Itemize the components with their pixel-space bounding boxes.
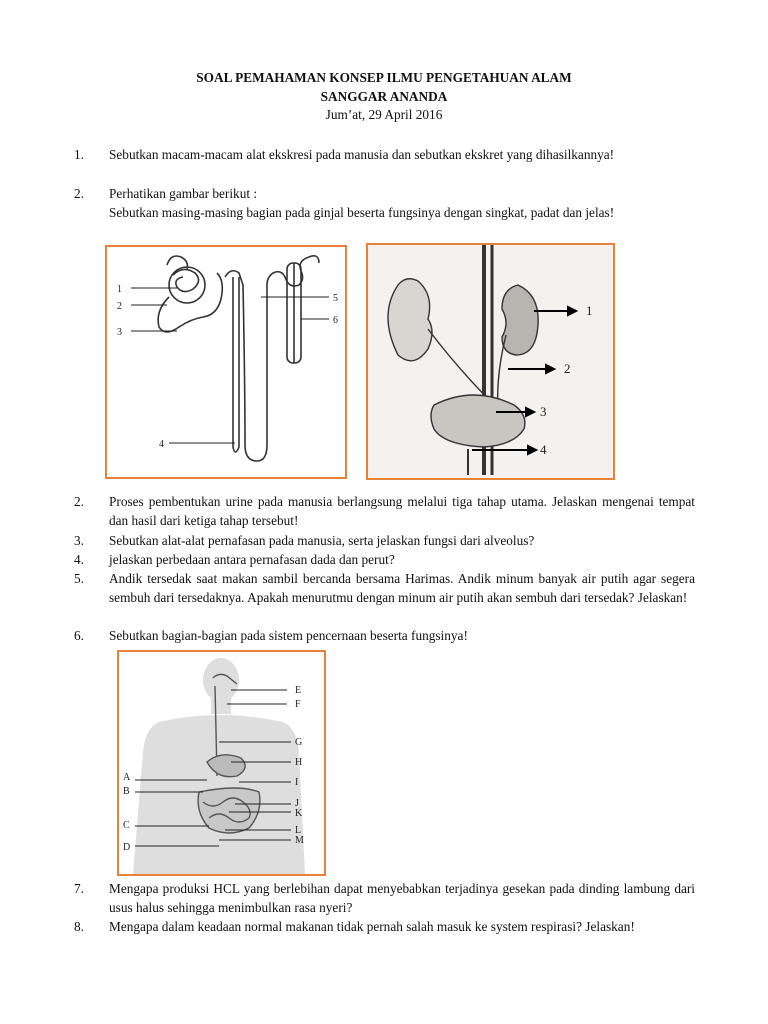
nephron-label-3: 3 — [117, 327, 122, 338]
question-4 — [74, 551, 694, 571]
digestive-label-H: H — [295, 757, 303, 768]
question-number: 8. — [74, 919, 84, 934]
nephron-label-1: 1 — [117, 284, 122, 295]
question-text: Sebutkan bagian-bagian pada sistem pencernaan beserta fungsinya! — [109, 628, 468, 643]
page-date: Jum’at, 29 April 2016 — [325, 107, 443, 122]
kidney-label-1: 1 — [586, 303, 593, 318]
question-text: Mengapa dalam keadaan normal makanan tidak pernah salah masuk ke system respirasi? Jelaskan! — [109, 919, 635, 934]
digestive-label-M: M — [295, 835, 304, 846]
kidney-label-3: 3 — [540, 404, 547, 419]
question-6 — [74, 627, 694, 647]
question-number: 7. — [74, 881, 84, 896]
question-number: 6. — [74, 628, 84, 643]
question-number: 1. — [74, 147, 84, 162]
question-text: Sebutkan macam-macam alat ekskresi pada manusia dan sebutkan ekskret yang dihasilkannya! — [109, 147, 615, 162]
question-number: 2. — [74, 186, 84, 201]
question-text — [109, 185, 695, 222]
digestive-label-C: C — [123, 820, 130, 831]
kidney-figure — [366, 243, 615, 480]
kidney-label-4: 4 — [540, 442, 547, 457]
urinary-system-diagram — [368, 245, 613, 478]
kidney-label-2: 2 — [564, 361, 571, 376]
digestive-label-J: J — [295, 798, 299, 809]
nephron-label-5: 5 — [333, 293, 338, 304]
question-2a — [74, 185, 694, 241]
question-text: Mengapa produksi HCL yang berlebihan dapat menyebabkan terjadinya gesekan pada dinding lambung dari usus halus sehingga menimbulkan rasa nyeri? — [109, 881, 695, 915]
question-5 — [74, 570, 694, 628]
question-2b — [74, 493, 694, 533]
digestive-label-I: I — [295, 777, 299, 788]
question-text: Andik tersedak saat makan sambil bercanda bersama Harimas. Andik minum banyak air putih agar segera sembuh dari tersedaknya. Apakah menurutmu dengan minum air putih akan sembuh dari tersedak? Jelaskan! — [109, 571, 695, 605]
question-number: 4. — [74, 552, 84, 567]
page-title: SOAL PEMAHAMAN KONSEP ILMU PENGETAHUAN ALAM — [196, 70, 572, 85]
nephron-label-4: 4 — [159, 439, 164, 450]
question-3 — [74, 532, 694, 552]
question-number: 3. — [74, 533, 84, 548]
digestive-label-E: E — [295, 685, 302, 696]
digestive-label-F: F — [295, 699, 301, 710]
digestive-label-L: L — [295, 825, 302, 836]
nephron-diagram — [107, 247, 345, 477]
question-text: Proses pembentukan urine pada manusia berlangsung melalui tiga tahap utama. Jelaskan mengenai tempat dan hasil dari ketiga tahap tersebut! — [109, 494, 695, 528]
question-1 — [74, 146, 694, 186]
digestive-label-A: A — [123, 772, 131, 783]
page-subtitle: SANGGAR ANANDA — [320, 89, 448, 104]
digestive-label-K: K — [295, 808, 303, 819]
question-text: Sebutkan alat-alat pernafasan pada manusia, serta jelaskan fungsi dari alveolus? — [109, 533, 535, 548]
digestive-figure — [117, 650, 326, 876]
nephron-label-2: 2 — [117, 301, 122, 312]
digestive-label-D: D — [123, 842, 131, 853]
digestive-label-G: G — [295, 737, 303, 748]
nephron-figure — [105, 245, 347, 479]
digestive-label-B: B — [123, 786, 130, 797]
nephron-label-6: 6 — [333, 315, 338, 326]
question-line: Sebutkan masing-masing bagian pada ginjal beserta fungsinya dengan singkat, padat dan jelas! — [109, 204, 615, 220]
question-number: 2. — [74, 494, 84, 509]
question-number: 5. — [74, 571, 84, 586]
digestive-system-diagram — [119, 652, 324, 874]
question-8 — [74, 918, 694, 958]
question-7 — [74, 880, 694, 920]
question-line: Perhatikan gambar berikut : — [109, 186, 258, 201]
question-text: jelaskan perbedaan antara pernafasan dada dan perut? — [109, 552, 395, 567]
